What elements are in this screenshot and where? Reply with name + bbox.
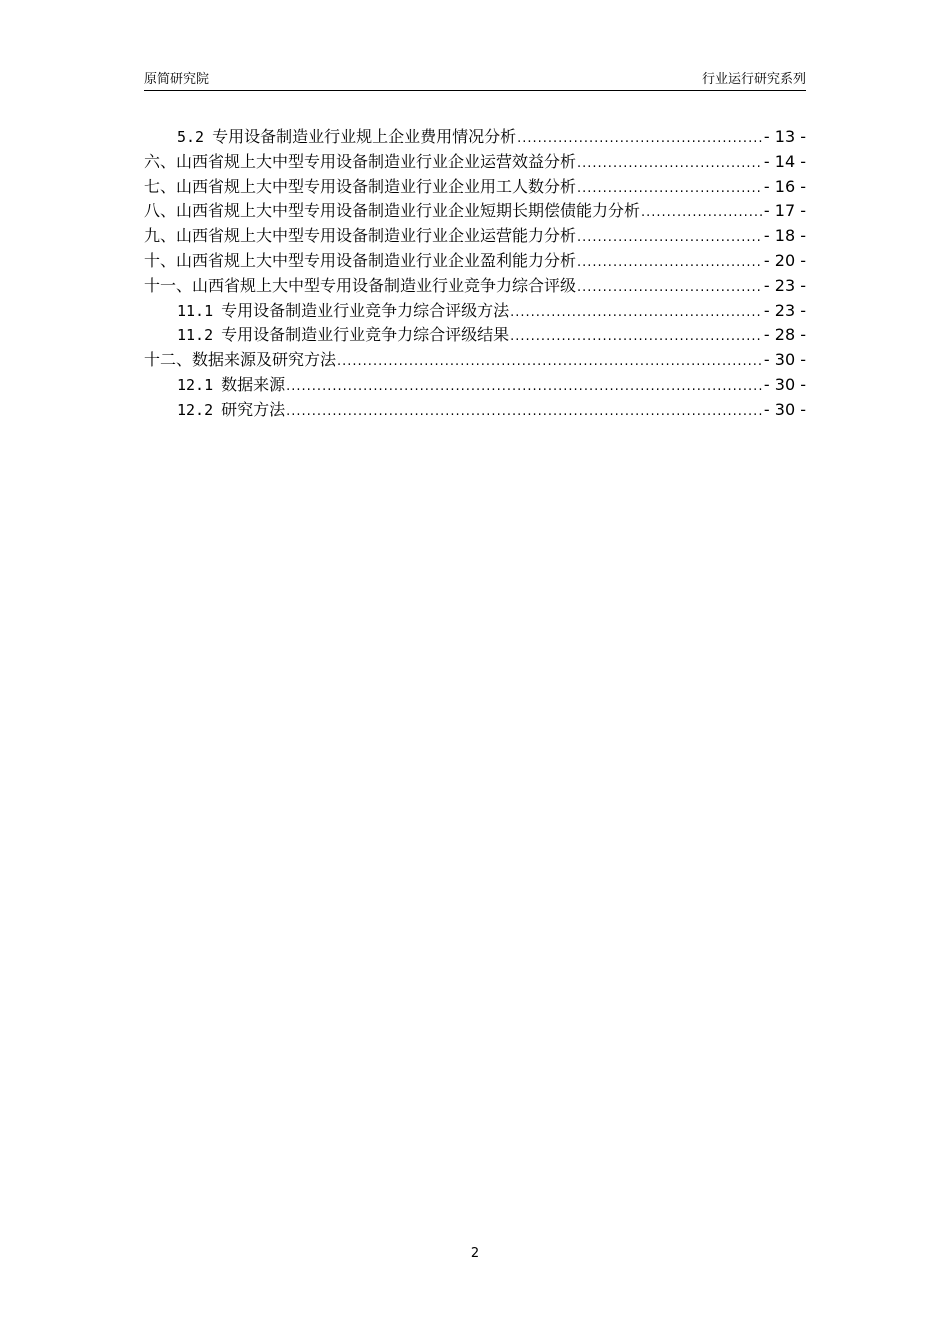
toc-leader-dots: [577, 280, 763, 295]
toc-leader-dots: [337, 354, 763, 369]
toc-entry-page: - 28 -: [763, 325, 806, 345]
toc-entry[interactable]: [144, 273, 806, 298]
header-org-name: 原简研究院: [144, 72, 210, 87]
header-series-name: 行业运行研究系列: [701, 72, 806, 87]
toc-entry[interactable]: [144, 397, 806, 422]
toc-leader-dots: [577, 255, 763, 270]
toc-entry-page: - 14 -: [763, 151, 806, 171]
toc-leader-dots: [510, 305, 763, 320]
toc-entry-title: 数据来源: [221, 374, 286, 394]
page-header: [144, 66, 806, 91]
toc-entry-number: 11.1: [177, 301, 214, 320]
toc-entry-title: 专用设备制造业行业竞争力综合评级结果: [221, 325, 510, 345]
toc-leader-dots: [577, 230, 763, 245]
toc-entry[interactable]: [144, 372, 806, 397]
toc-leader-dots: [641, 205, 763, 220]
toc-entry-page: - 17 -: [763, 201, 806, 221]
toc-leader-dots: [510, 329, 763, 344]
toc-leader-dots: [577, 156, 763, 171]
toc-entry-title: 十一、山西省规上大中型专用设备制造业行业竞争力综合评级: [144, 275, 577, 295]
toc-entry[interactable]: [144, 248, 806, 273]
toc-entry-title: 六、山西省规上大中型专用设备制造业行业企业运营效益分析: [144, 151, 577, 171]
toc-leader-dots: [517, 131, 763, 146]
toc-entry-title: 八、山西省规上大中型专用设备制造业行业企业短期长期偿债能力分析: [144, 201, 641, 221]
page-footer: [0, 1246, 950, 1261]
toc-leader-dots: [577, 181, 763, 196]
toc-leader-dots: [286, 404, 763, 419]
toc-entry-page: - 13 -: [763, 127, 806, 146]
toc-entry-title: 研究方法: [221, 399, 286, 419]
toc-entry-page: - 16 -: [763, 176, 806, 196]
toc-entry-number: 11.2: [177, 326, 214, 345]
toc-entry-page: - 23 -: [763, 275, 806, 295]
toc-entry-title: 十、山西省规上大中型专用设备制造业行业企业盈利能力分析: [144, 250, 577, 270]
toc-entry-number: 5.2: [177, 128, 205, 146]
page-number: 2: [470, 1246, 480, 1261]
toc-entry-title: 专用设备制造业行业竞争力综合评级方法: [221, 300, 510, 320]
toc-entry[interactable]: [144, 298, 806, 323]
toc-entry-title: 九、山西省规上大中型专用设备制造业行业企业运营能力分析: [144, 226, 577, 246]
toc-entry-number: 12.2: [177, 400, 214, 419]
toc-entry-page: - 23 -: [763, 300, 806, 320]
toc-entry-title: 十二、数据来源及研究方法: [144, 350, 337, 370]
toc-entry-title: 七、山西省规上大中型专用设备制造业行业企业用工人数分析: [144, 176, 577, 196]
toc-entry-title: 专用设备制造业行业规上企业费用情况分析: [212, 127, 517, 146]
toc-entry-page: - 30 -: [763, 399, 806, 419]
toc-entry-page: - 20 -: [763, 250, 806, 270]
toc-entry-page: - 18 -: [763, 226, 806, 246]
toc-entry-page: - 30 -: [763, 374, 806, 394]
toc-entry[interactable]: [144, 322, 806, 347]
toc-leader-dots: [286, 379, 763, 394]
toc-entry[interactable]: [144, 174, 806, 199]
toc-entry[interactable]: [144, 124, 806, 149]
toc-entry-page: - 30 -: [763, 350, 806, 370]
toc-entry[interactable]: [144, 223, 806, 248]
toc-entry-number: 12.1: [177, 375, 214, 394]
toc-entry[interactable]: [144, 149, 806, 174]
table-of-contents: [144, 124, 806, 422]
toc-entry[interactable]: [144, 198, 806, 223]
toc-entry[interactable]: [144, 347, 806, 372]
